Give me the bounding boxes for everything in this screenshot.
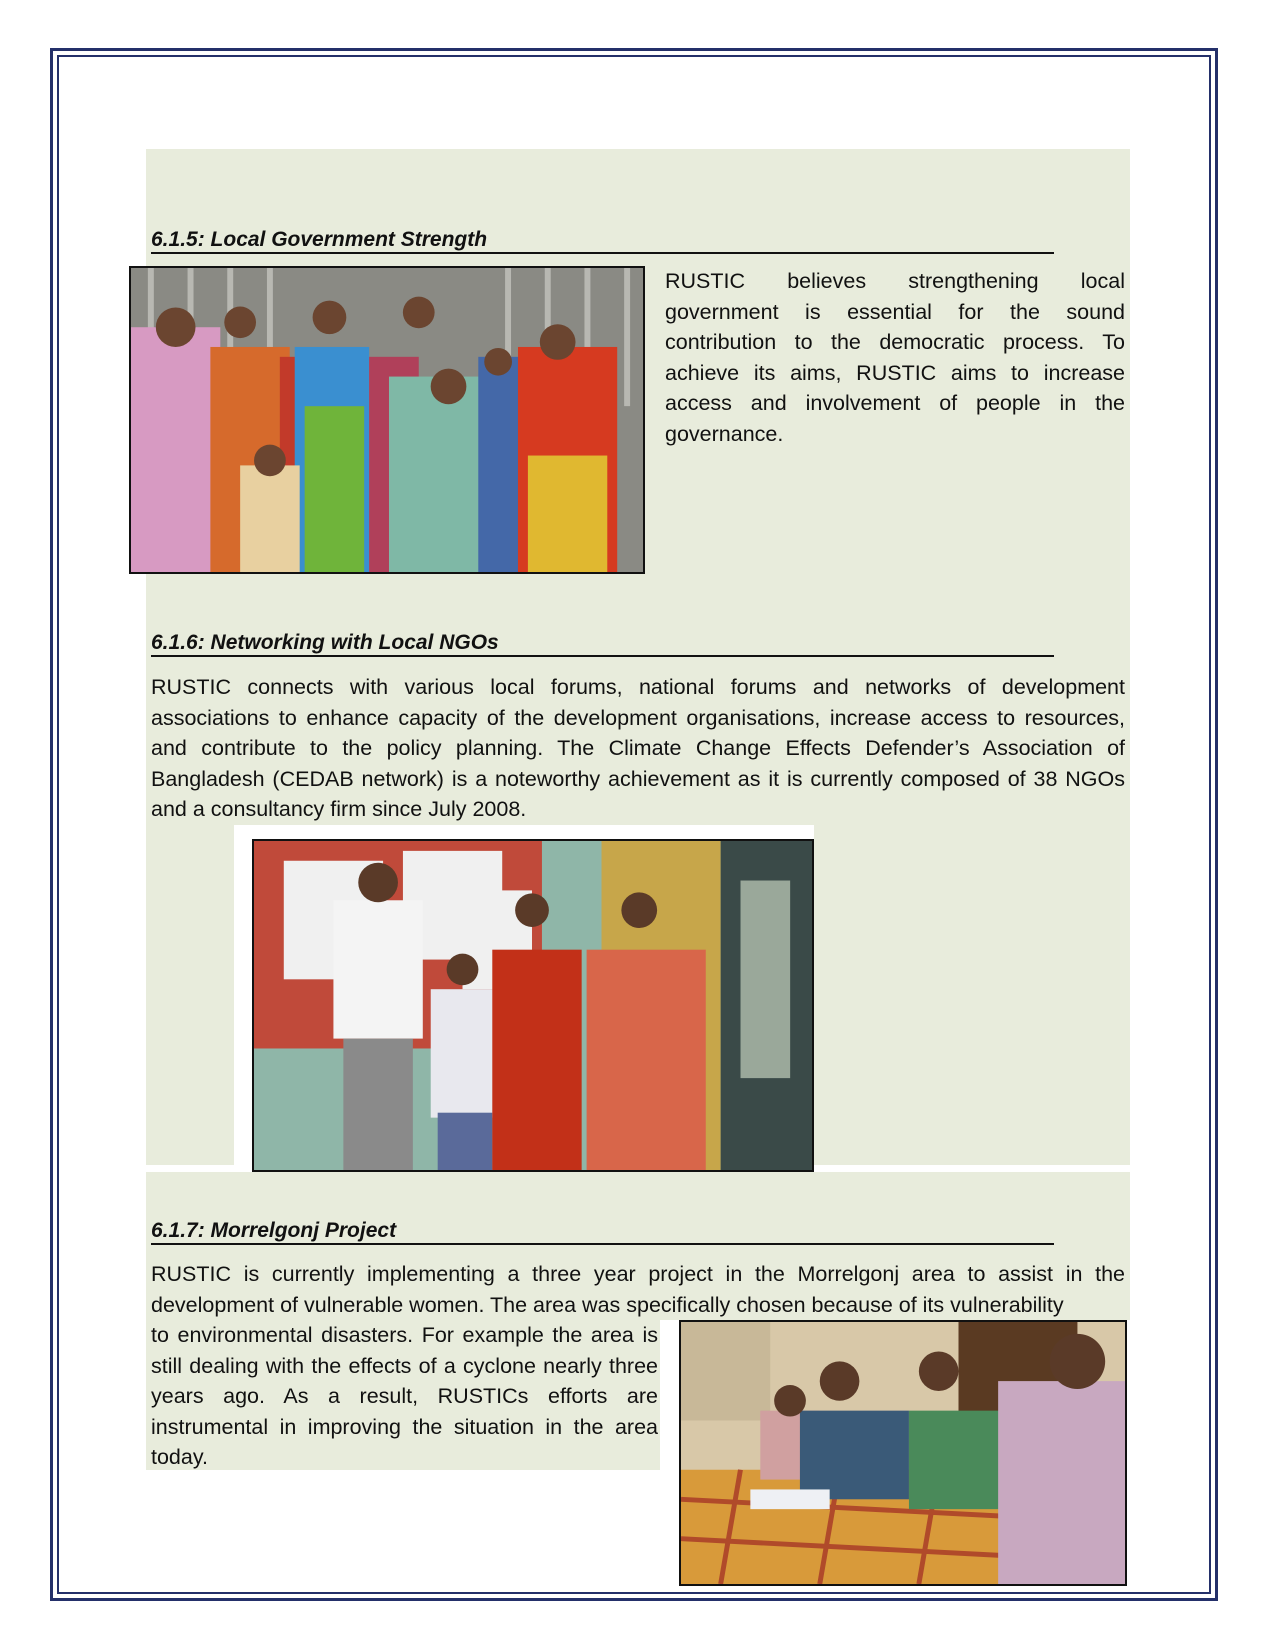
section-background: [146, 825, 234, 1165]
photo-ngo-meeting-group: [252, 839, 814, 1172]
section-heading: 6.1.5: Local Government Strength: [151, 227, 1054, 254]
section-paragraph: RUSTIC is currently implementing a three year project in the Morrelgonj area to assist in the development of vulnerable women. The area was specifically chosen because of its vulnerability: [151, 1262, 1125, 1317]
section-paragraph: RUSTIC connects with various local forums, national forums and networks of development associations to enhance capacity of the development organisations, increase access to resources, and contribute to the policy planning. The Climate Change Effects Defender’s Association of Bangladesh (CEDAB network) is a noteworthy achievement as it is currently composed of 38 NGOs and a consultancy firm since July 2008.: [151, 675, 1125, 821]
photo-morrelgonj-meeting: [679, 1320, 1127, 1586]
photo-village-women-group: [129, 266, 645, 574]
section-heading: 6.1.6: Networking with Local NGOs: [151, 630, 1054, 657]
section-background: [814, 825, 1130, 1165]
section-heading: 6.1.7: Morrelgonj Project: [151, 1218, 1054, 1245]
section-paragraph: RUSTIC believes strengthening local government is essential for the sound contribution to the democratic process. To achieve its aims, RUSTIC aims to increase access and involvement of people in the governance.: [665, 269, 1125, 446]
section-paragraph-side: to environmental disasters. For example the area is still dealing with the effects of a cyclone nearly three years ago. As a result, RUSTICs efforts are instrumental in improving the situation in the area today.: [151, 1323, 658, 1469]
